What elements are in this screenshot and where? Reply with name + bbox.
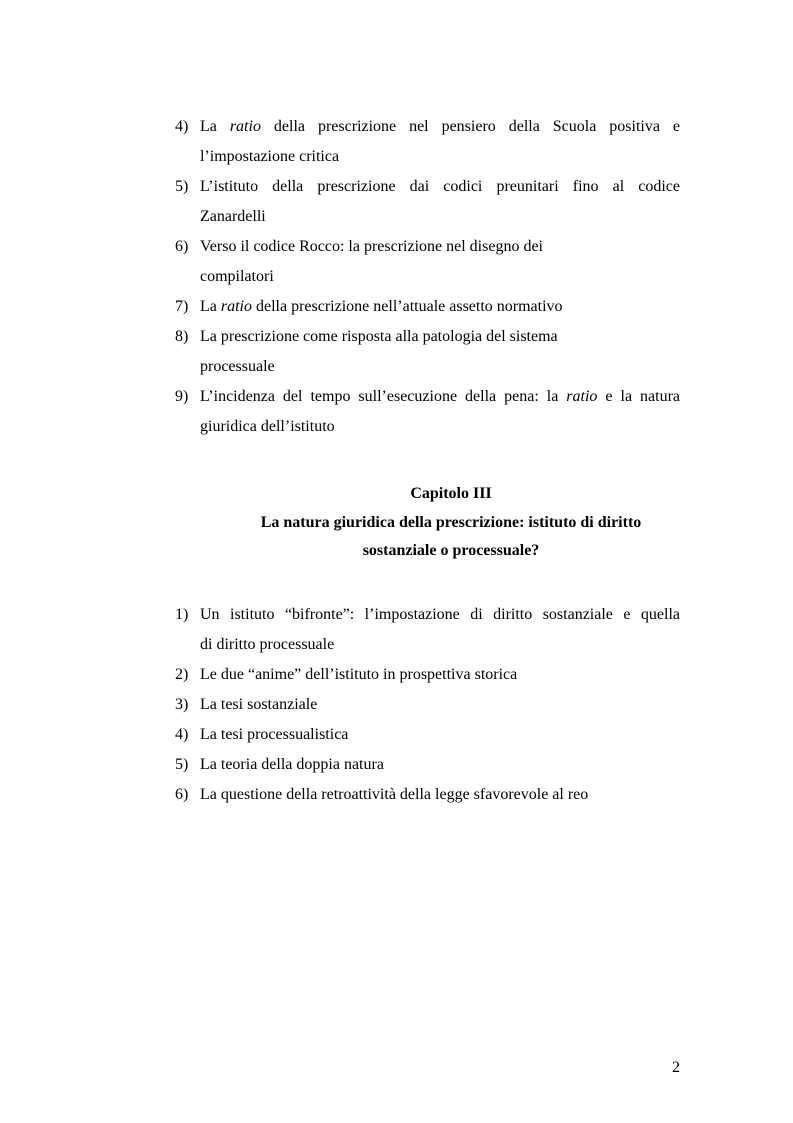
item-number: 5) — [175, 756, 189, 773]
list-item — [175, 172, 680, 232]
item-number: 2) — [175, 666, 189, 683]
item-text: La tesi processualistica — [200, 726, 349, 743]
chapter-title-line-1: La natura giuridica della prescrizione: istituto di diritto — [260, 514, 642, 531]
item-number: 4) — [175, 726, 189, 743]
chapter-heading — [175, 480, 727, 565]
item-text: La ratio della prescrizione nel pensiero della Scuola positiva e l’impostazione critica — [200, 118, 680, 165]
list-item — [175, 780, 680, 810]
item-text: La questione della retroattività della legge sfavorevole al reo — [200, 786, 589, 803]
list-item — [175, 750, 680, 780]
list-item — [175, 720, 680, 750]
item-number: 7) — [175, 298, 189, 315]
item-number: 3) — [175, 696, 189, 713]
list-item — [175, 292, 680, 322]
item-text: La prescrizione come risposta alla patologia del sistema processuale — [200, 328, 558, 375]
item-number: 5) — [175, 178, 189, 195]
list-item — [175, 690, 680, 720]
list-item — [175, 600, 680, 660]
item-text: La ratio della prescrizione nell’attuale assetto normativo — [200, 298, 563, 315]
list-item — [175, 660, 680, 690]
toc-list-chapter-3 — [175, 600, 680, 810]
list-item — [175, 112, 680, 172]
chapter-number: Capitolo III — [410, 485, 492, 502]
item-number: 1) — [175, 606, 189, 623]
toc-list-chapter-2 — [175, 112, 680, 442]
list-item — [175, 232, 680, 292]
item-number: 9) — [175, 388, 189, 405]
list-item — [175, 382, 680, 442]
item-text: Un istituto “bifronte”: l’impostazione di diritto sostanziale e quella di diritto processuale — [200, 606, 680, 653]
item-number: 4) — [175, 118, 189, 135]
item-text: L’incidenza del tempo sull’esecuzione della pena: la ratio e la natura giuridica dell’istituto — [200, 388, 681, 435]
chapter-title-line-2: sostanziale o processuale? — [362, 542, 540, 559]
italic-term: ratio — [229, 118, 261, 135]
item-text: Verso il codice Rocco: la prescrizione nel disegno dei compilatori — [200, 238, 543, 285]
italic-term: ratio — [566, 388, 598, 405]
item-text: La tesi sostanziale — [200, 696, 318, 713]
list-item — [175, 322, 680, 382]
item-text: La teoria della doppia natura — [200, 756, 384, 773]
item-number: 8) — [175, 328, 189, 345]
item-text: Le due “anime” dell’istituto in prospettiva storica — [200, 666, 518, 683]
page-number: 2 — [672, 1059, 680, 1076]
item-number: 6) — [175, 786, 189, 803]
italic-term: ratio — [220, 298, 252, 315]
item-number: 6) — [175, 238, 189, 255]
item-text: L’istituto della prescrizione dai codici preunitari fino al codice Zanardelli — [200, 178, 680, 225]
